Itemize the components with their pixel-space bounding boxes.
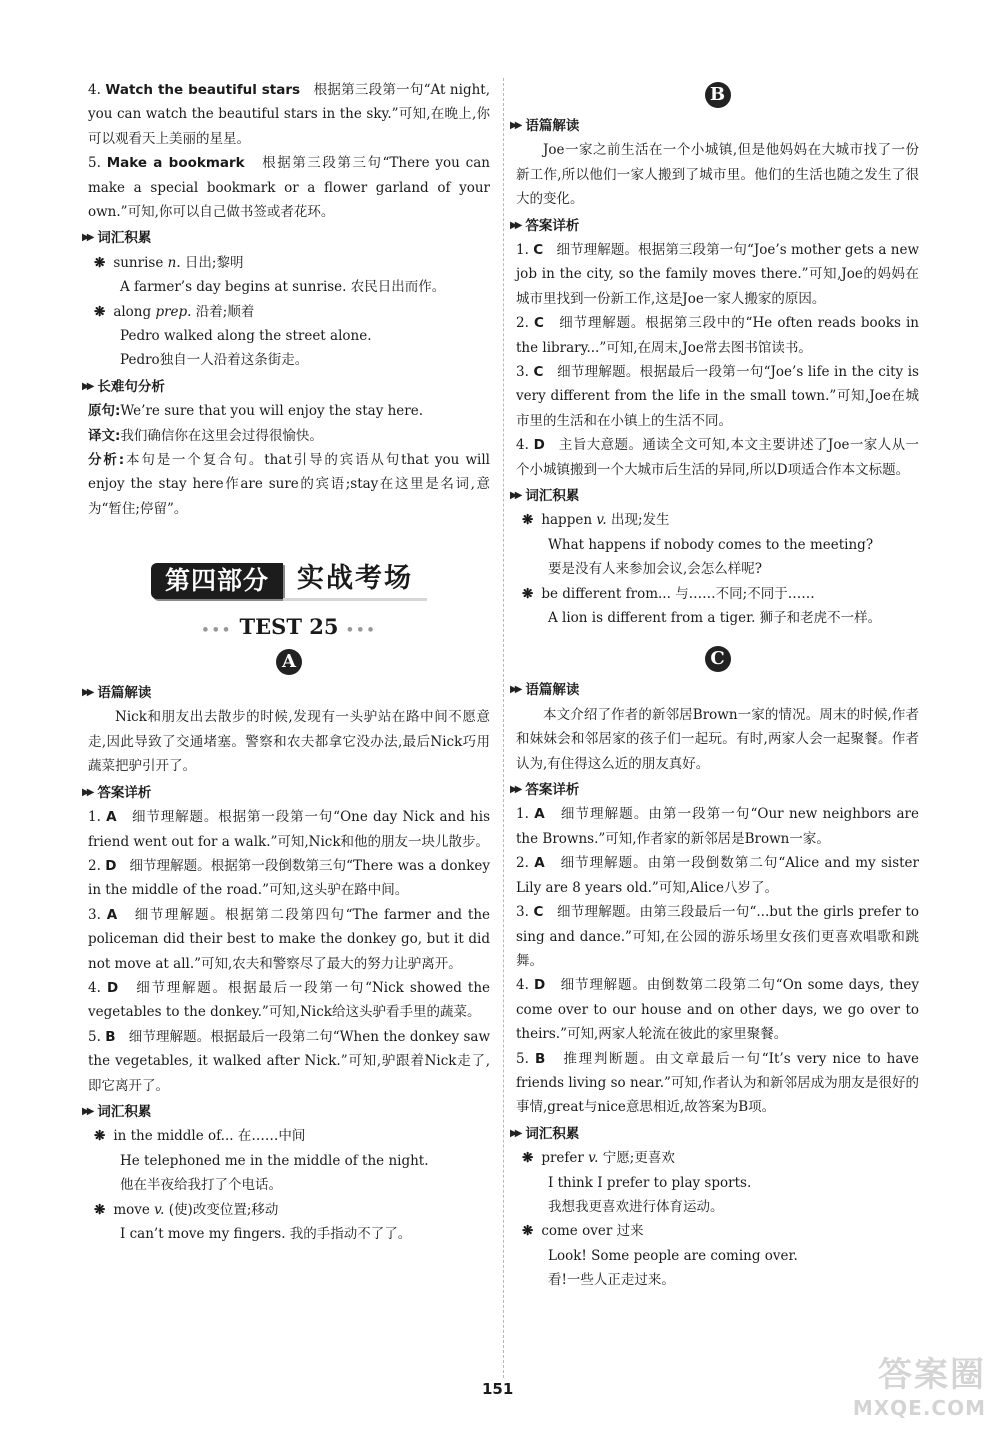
section-title: 实战考场 <box>283 561 427 600</box>
item-explanation: 主旨大意题。通读全文可知,本文主要讲述了Joe一家人从一个小城镇搬到一个大城市后生活的异同,所以D项适合作本文标题。 <box>516 437 919 478</box>
asterisk-icon: ❋ <box>522 512 534 529</box>
answer-item <box>88 78 490 151</box>
answer-item <box>516 1047 919 1120</box>
answers-header-label: 答案详析 <box>525 217 580 234</box>
item-option: C <box>533 242 544 258</box>
vocab-entry <box>88 1198 490 1247</box>
arrow-icon: ▶▶ <box>510 490 520 502</box>
item-option: D <box>534 977 546 994</box>
vocab-entry <box>88 251 490 300</box>
reading-header-label: 语篇解读 <box>525 118 580 134</box>
vocab-example-translation: Pedro独自一人沿着这条街走。 <box>120 352 309 369</box>
vocab-meaning: (使)改变位置;移动 <box>168 1201 279 1218</box>
section-part-label: 第四部分 <box>151 563 283 599</box>
long-sentence-header <box>82 375 490 399</box>
item-option: D <box>106 979 119 996</box>
vocab-example-translation: 要是没有人来参加会议,会怎么样呢? <box>548 561 763 578</box>
answer-item <box>516 973 919 1046</box>
item-explanation: 细节理解题。根据最后一段第二句“When the donkey saw the vegetables, it walked after Nick.”可知,驴跟着Nick走了,即它离开了。 <box>88 1028 491 1094</box>
item-explanation: 推理判断题。由文章最后一句“It’s very nice to have friends living so near.”可知,作者认为和新邻居成为朋友是很好的事情,great与nice意思相近,故答案为B项。 <box>516 1050 920 1116</box>
test-title-text: TEST 25 <box>239 613 339 639</box>
item-explanation: 细节理解题。由倒数第二段第二句“On some days, they come over to our house and on other days, we go over to theirs.”可知,两家人轮流在彼此的家里聚餐。 <box>516 977 919 1043</box>
answers-header-label: 答案详析 <box>525 782 580 799</box>
answer-item <box>516 802 919 851</box>
original-label: 原句: <box>88 403 121 420</box>
arrow-icon: ▶▶ <box>510 1127 520 1139</box>
vocab-entry <box>516 508 919 581</box>
asterisk-icon: ❋ <box>94 254 106 271</box>
answers-header <box>510 214 919 238</box>
item-number: 2. <box>516 315 529 332</box>
arrow-icon: ▶▶ <box>82 687 92 699</box>
asterisk-icon: ❋ <box>94 303 106 320</box>
passage-a-badge: A <box>276 649 302 675</box>
item-answer: Watch the beautiful stars <box>105 82 301 98</box>
vocab-example: What happens if nobody comes to the meeting? <box>548 536 874 553</box>
translation <box>88 424 490 448</box>
analysis-text: 本句是一个复合句。that引导的宾语从句that you will enjoy the stay here作are sure的宾语;stay在这里是名词,意为“暂住;停留”。 <box>88 452 490 517</box>
watermark-url: MXQE.COM <box>852 1396 986 1420</box>
reading-header <box>82 681 490 705</box>
vocab-example: Look! Some people are coming over. <box>548 1247 798 1264</box>
reading-header-label: 语篇解读 <box>97 685 152 702</box>
item-number: 4. <box>88 979 101 996</box>
answer-item <box>516 433 919 482</box>
vocab-meaning: 沿着;顺着 <box>195 303 255 320</box>
vocab-header <box>510 484 919 508</box>
arrow-icon: ▶▶ <box>510 784 520 796</box>
long-sentence-header-label: 长难句分析 <box>97 378 165 395</box>
vocab-header-label: 词汇积累 <box>97 230 152 247</box>
vocab-word: along <box>113 303 152 320</box>
item-option: A <box>534 806 545 823</box>
item-number: 4. <box>88 82 101 98</box>
item-number: 3. <box>516 364 529 381</box>
translation-label: 译文: <box>88 427 121 444</box>
item-explanation: 细节理解题。由第一段倒数第二句“Alice and my sister Lily are 8 years old.”可知,Alice八岁了。 <box>516 855 919 896</box>
vocab-header <box>82 1100 490 1124</box>
vocab-header-label: 词汇积累 <box>97 1103 152 1120</box>
passage-summary: Joe一家之前生活在一个小城镇,但是他妈妈在大城市找了一份新工作,所以他们一家人搬到了城市里。他们的生活也随之发生了很大的变化。 <box>516 142 919 208</box>
item-option: D <box>533 437 545 454</box>
vocab-header-label: 词汇积累 <box>525 1125 580 1142</box>
page-number: 151 <box>482 1380 514 1398</box>
answer-item <box>516 851 919 900</box>
vocab-entry <box>88 1124 490 1197</box>
item-number: 1. <box>516 806 529 823</box>
arrow-icon: ▶▶ <box>82 232 92 244</box>
vocab-entry <box>516 582 919 631</box>
passage-summary: Nick和朋友出去散步的时候,发现有一头驴站在路中间不愿意走,因此导致了交通堵塞。警察和农夫都拿它没办法,最后Nick巧用蔬菜把驴引开了。 <box>88 709 490 775</box>
vocab-word: be different from... <box>541 585 671 602</box>
passage-c-badge: C <box>705 646 731 672</box>
asterisk-icon: ❋ <box>94 1201 106 1218</box>
vocab-meaning: 在……中间 <box>237 1128 306 1145</box>
vocab-word: happen <box>541 512 593 529</box>
answers-header <box>82 781 490 805</box>
left-column <box>82 78 491 1246</box>
vocab-word: sunrise <box>113 254 164 271</box>
answer-item <box>88 1025 490 1098</box>
asterisk-icon: ❋ <box>94 1128 106 1145</box>
answers-header-label: 答案详析 <box>97 784 152 801</box>
vocab-meaning: 与……不同;不同于…… <box>675 585 815 602</box>
reading-header <box>510 678 919 702</box>
decorative-dots: ••• <box>345 622 377 638</box>
item-explanation: 细节理解题。根据最后一段第一句“Joe’s life in the city is very different from the life in the small town.”可知,Joe在城市里的生活和在小镇上的生活不同。 <box>516 364 919 429</box>
item-number: 5. <box>88 1028 101 1045</box>
asterisk-icon: ❋ <box>522 585 534 602</box>
item-explanation: 细节理解题。根据第三段中的“He often reads books in the library...”可知,在周末,Joe常去图书馆读书。 <box>516 315 920 356</box>
item-number: 4. <box>516 977 529 994</box>
original-text: We’re sure that you will enjoy the stay here. <box>120 403 424 420</box>
vocab-header <box>82 226 490 250</box>
answer-item <box>88 903 490 976</box>
vocab-word: in the middle of... <box>113 1128 234 1145</box>
answers-header <box>510 778 919 802</box>
vocab-example-translation: 看!一些人正走过来。 <box>548 1272 675 1289</box>
item-explanation: 细节理解题。根据第一段倒数第三句“There was a donkey in the middle of the road.”可知,这头驴在路中间。 <box>88 857 491 899</box>
vocab-example: I think I prefer to play sports. <box>548 1174 752 1191</box>
item-number: 2. <box>88 857 101 874</box>
vocab-example: He telephoned me in the middle of the night. <box>120 1152 429 1169</box>
item-number: 5. <box>516 1050 529 1067</box>
section-banner <box>88 561 490 600</box>
item-option: A <box>106 809 117 826</box>
item-explanation: 细节理解题。根据第一段第一句“One day Nick and his friend went out for a walk.”可知,Nick和他的朋友一块儿散步。 <box>88 809 490 850</box>
answer-item <box>516 900 919 973</box>
analysis <box>88 448 490 521</box>
vocab-meaning: 宁愿;更喜欢 <box>602 1150 675 1167</box>
item-number: 5. <box>88 155 101 172</box>
passage-b-badge: B <box>705 82 731 108</box>
vocab-word: come over <box>541 1223 613 1240</box>
column-divider <box>503 78 504 1378</box>
vocab-entry <box>516 1146 919 1219</box>
item-option: C <box>533 904 544 921</box>
vocab-example: I can’t move my fingers. 我的手指动不了了。 <box>120 1225 412 1242</box>
answer-item <box>88 854 490 903</box>
vocab-entry <box>516 1219 919 1292</box>
vocab-header-label: 词汇积累 <box>525 488 580 505</box>
vocab-example: A farmer’s day begins at sunrise. 农民日出而作。 <box>120 279 446 296</box>
item-number: 4. <box>516 437 529 454</box>
item-option: D <box>105 857 117 874</box>
vocab-example: Pedro walked along the street alone. <box>120 328 372 345</box>
vocab-meaning: 过来 <box>616 1223 644 1240</box>
item-explanation: 细节理解题。根据第二段第四句“The farmer and the policeman did their best to make the donkey go, but it did not move at all.”可知,农夫和警察尽了最大的努力让驴离开。 <box>88 906 491 972</box>
vocab-header <box>510 1122 919 1146</box>
item-explanation: 细节理解题。根据第三段第一句“Joe’s mother gets a new job in the city, so the family moves there.”可知,Joe的妈妈在城市里找到一份新工作,这是Joe一家人搬家的原因。 <box>516 242 920 307</box>
item-option: A <box>534 855 545 872</box>
vocab-entry <box>88 300 490 373</box>
item-option: B <box>105 1028 116 1045</box>
answer-item <box>88 805 490 854</box>
answer-item <box>516 360 919 433</box>
watermark-text: 答案圈 <box>878 1355 986 1395</box>
vocab-example-translation: 我想我更喜欢进行体育运动。 <box>548 1198 724 1215</box>
item-option: A <box>106 906 118 923</box>
arrow-icon: ▶▶ <box>510 684 520 696</box>
original-sentence <box>88 399 490 423</box>
item-answer: Make a bookmark <box>106 155 245 172</box>
vocab-pos: v. <box>588 1150 599 1167</box>
answer-item <box>516 238 919 311</box>
arrow-icon: ▶▶ <box>82 380 92 392</box>
arrow-icon: ▶▶ <box>510 219 520 231</box>
reading-header <box>510 114 919 138</box>
asterisk-icon: ❋ <box>522 1223 534 1240</box>
vocab-pos: v. <box>154 1201 165 1218</box>
arrow-icon: ▶▶ <box>82 786 92 798</box>
vocab-word: move <box>113 1201 150 1218</box>
item-number: 1. <box>88 809 101 826</box>
vocab-pos: v. <box>596 512 607 529</box>
item-number: 3. <box>88 906 101 923</box>
test-title <box>88 615 490 643</box>
vocab-word: prefer <box>541 1150 584 1167</box>
vocab-example-translation: 他在半夜给我打了个电话。 <box>120 1177 282 1194</box>
vocab-meaning: 出现;发生 <box>610 512 670 529</box>
arrow-icon: ▶▶ <box>510 120 520 131</box>
analysis-label: 分析: <box>88 452 125 469</box>
vocab-pos: prep. <box>155 303 192 320</box>
item-option: C <box>533 364 544 381</box>
asterisk-icon: ❋ <box>522 1150 534 1167</box>
item-number: 1. <box>516 242 529 258</box>
watermark-logo <box>853 1347 986 1420</box>
item-option: C <box>534 315 544 332</box>
item-number: 3. <box>516 904 529 921</box>
arrow-icon: ▶▶ <box>82 1105 92 1117</box>
right-column <box>510 78 920 1293</box>
decorative-dots: ••• <box>201 622 233 638</box>
passage-summary: 本文介绍了作者的新邻居Brown一家的情况。周末的时候,作者和妹妹会和邻居家的孩子们一起玩。有时,两家人会一起聚餐。作者认为,有住得这么近的朋友真好。 <box>516 706 919 772</box>
answer-item <box>516 311 919 360</box>
item-explanation: 细节理解题。由第三段最后一句“...but the girls prefer to sing and dance.”可知,在公园的游乐场里女孩们更喜欢唱歌和跳舞。 <box>516 904 920 969</box>
item-explanation: 根据第三段第一句“At night, you can watch the beautiful stars in the sky.”可知,在晚上,你可以观看天上美丽的星星。 <box>88 82 491 147</box>
translation-text: 我们确信你在这里会过得很愉快。 <box>120 427 323 444</box>
reading-header-label: 语篇解读 <box>525 682 580 699</box>
item-number: 2. <box>516 855 529 872</box>
vocab-pos: n. <box>167 254 181 271</box>
item-option: B <box>534 1050 546 1067</box>
item-explanation: 细节理解题。根据最后一段第一句“Nick showed the vegetables to the donkey.”可知,Nick给这头驴看手里的蔬菜。 <box>88 979 490 1021</box>
item-explanation: 根据第三段第三句“There you can make a special bookmark or a flower garland of your own.”可知,你可以自己做书签或者花环。 <box>88 155 490 221</box>
answer-item <box>88 151 490 224</box>
vocab-meaning: 日出;黎明 <box>184 254 244 271</box>
answer-item <box>88 976 490 1025</box>
item-explanation: 细节理解题。由第一段第一句“Our new neighbors are the Browns.”可知,作者家的新邻居是Brown一家。 <box>516 806 919 847</box>
vocab-example: A lion is different from a tiger. 狮子和老虎不一样。 <box>548 610 882 627</box>
